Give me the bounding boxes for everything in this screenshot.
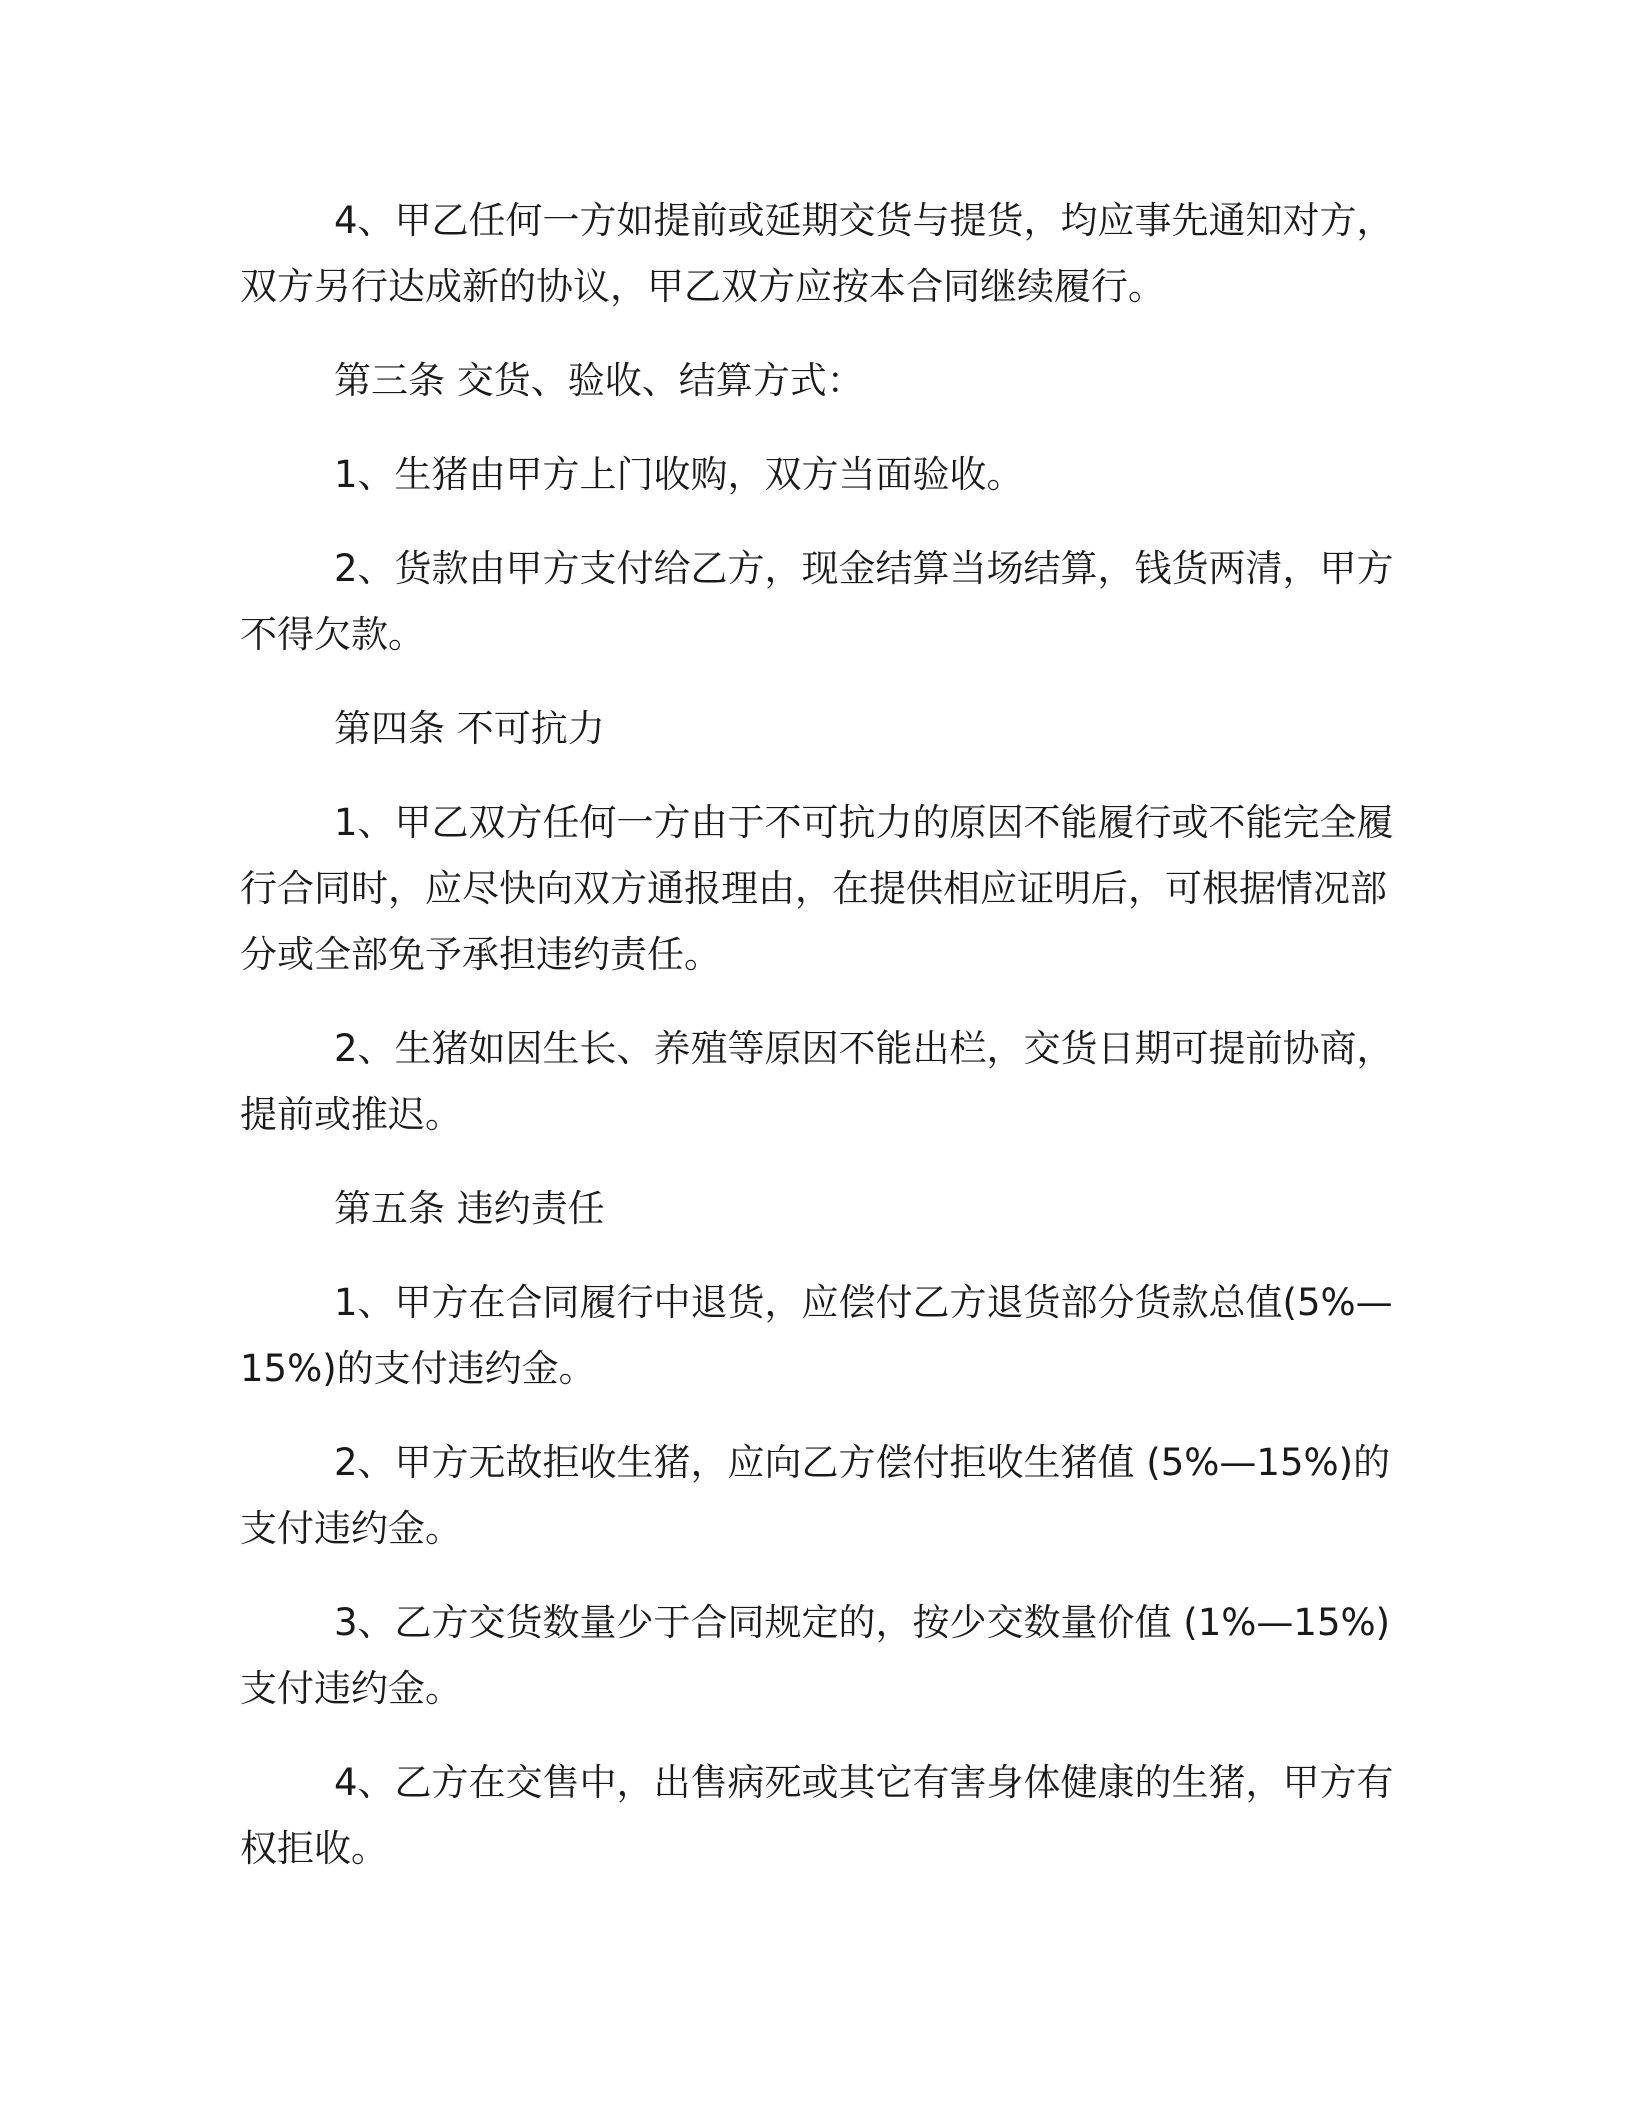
clause-3-item-1: 1、生猪由甲方上门收购，双方当面验收。 bbox=[334, 453, 1024, 496]
article-4-heading: 第四条 不可抗力 bbox=[334, 707, 605, 750]
article-5-heading: 第五条 违约责任 bbox=[334, 1187, 605, 1230]
clause-4-item-1: 1、甲乙双方任何一方由于不可抗力的原因不能履行或不能完全履行合同时，应尽快向双方通报理由，在提供相应证明后，可根据情况部分或全部免予承担违约责任。 bbox=[240, 801, 1394, 976]
clause-2-item-4: 4、甲乙任何一方如提前或延期交货与提货，均应事先通知对方，双方另行达成新的协议，甲乙双方应按本合同继续履行。 bbox=[240, 199, 1394, 308]
clause-5-item-3: 3、乙方交货数量少于合同规定的，按少交数量价值 (1%—15%)支付违约金。 bbox=[240, 1601, 1391, 1710]
document-body bbox=[240, 188, 1400, 1910]
clause-4-item-2: 2、生猪如因生长、养殖等原因不能出栏，交货日期可提前协商，提前或推迟。 bbox=[240, 1027, 1394, 1136]
clause-3-item-2: 2、货款由甲方支付给乙方，现金结算当场结算，钱货两清，甲方不得欠款。 bbox=[240, 547, 1394, 656]
clause-5-item-4: 4、乙方在交售中，出售病死或其它有害身体健康的生猪，甲方有权拒收。 bbox=[240, 1761, 1394, 1870]
clause-5-item-1: 1、甲方在合同履行中退货，应偿付乙方退货部分货款总值(5%—15%)的支付违约金。 bbox=[240, 1281, 1393, 1390]
clause-5-item-2: 2、甲方无故拒收生猪，应向乙方偿付拒收生猪值 (5%—15%)的支付违约金。 bbox=[240, 1441, 1391, 1550]
article-3-heading: 第三条 交货、验收、结算方式： bbox=[334, 359, 864, 402]
